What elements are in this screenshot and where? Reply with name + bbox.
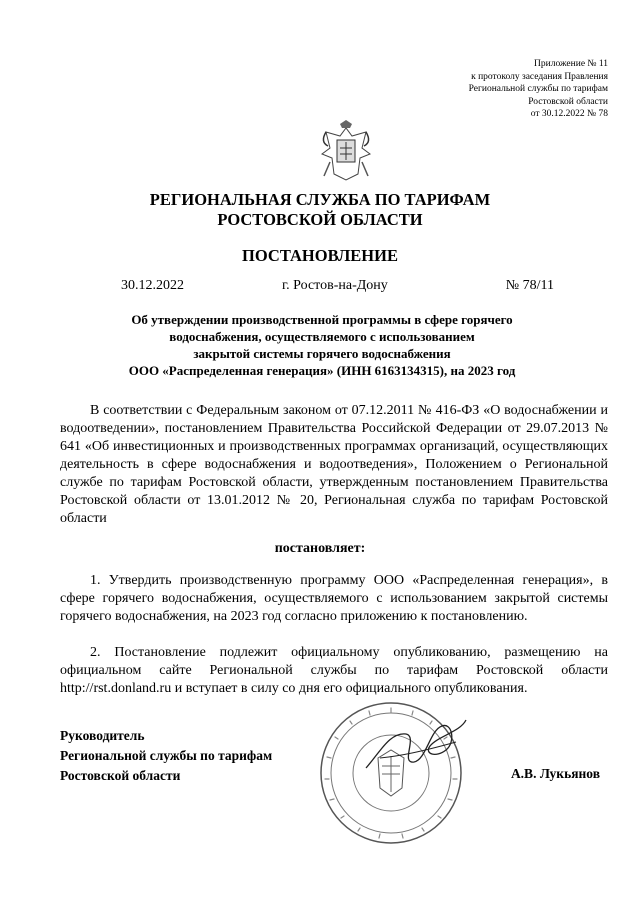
agency-name	[0, 190, 640, 230]
document-type: ПОСТАНОВЛЕНИЕ	[242, 246, 398, 265]
document-date: 30.12.2022	[121, 278, 184, 293]
subject-line: ООО «Распределенная генерация» (ИНН 6163134315), на 2023 год	[128, 363, 516, 378]
signatory-name: А.В. Лукьянов	[510, 766, 600, 781]
document-subject	[60, 311, 584, 379]
clause-text: 2. Постановление подлежит официальному опубликованию, размещению на официальном сайте Региональной службы по тарифам Ростовской области http://rst.donland.ru и вступает в силу со дня его официального опубликования.	[60, 645, 608, 696]
appendix-line: от 30.12.2022 № 78	[530, 109, 608, 119]
signatory-title-line: Руководитель	[60, 728, 145, 743]
preamble-paragraph	[60, 402, 608, 528]
coat-of-arms-icon	[318, 118, 374, 182]
appendix-line: Приложение № 11	[534, 59, 608, 69]
appendix-line: Региональной службы по тарифам	[468, 84, 608, 94]
decree-word: постановляет:	[274, 541, 366, 556]
signatory-title	[60, 726, 272, 786]
document-number: № 78/11	[505, 278, 554, 293]
clause-text: 1. Утвердить производственную программу ООО «Распределенная генерация», в сфере горячего водоснабжения, осуществляемого с использованием закрытой системы горячего водоснабжения, на 2023 год согласно приложению к постановлению.	[60, 573, 608, 624]
appendix-note	[388, 58, 608, 121]
appendix-line: к протоколу заседания Правления	[471, 71, 608, 82]
signatory-title-line: Ростовской области	[60, 768, 181, 783]
subject-line: Об утверждении производственной программы в сфере горячего	[131, 312, 513, 327]
clause-1	[60, 572, 608, 626]
preamble-text: В соответствии с Федеральным законом от 07.12.2011 № 416-ФЗ «О водоснабжении и водоотведении», постановлением Правительства Российской Федерации от 29.07.2013 № 641 «Об инвестиционных и производственных программах организаций, осуществляющих деятельность в сфере водоснабжения и водоотведения», Положением о Региональной службе по тарифам Ростовской области, утвержденным постановлением Правительства Ростовской области от 13.01.2012 № 20, Региональная служба по тарифам Ростовской области	[60, 403, 608, 526]
agency-line: РОСТОВСКОЙ ОБЛАСТИ	[217, 210, 423, 229]
subject-line: закрытой системы горячего водоснабжения	[193, 346, 451, 361]
clause-2	[60, 644, 608, 698]
handwritten-signature-icon	[360, 712, 470, 782]
appendix-line: Ростовской области	[528, 96, 608, 107]
signatory-title-line: Региональной службы по тарифам	[60, 748, 273, 763]
document-city: г. Ростов-на-Дону	[282, 278, 388, 293]
agency-line: РЕГИОНАЛЬНАЯ СЛУЖБА ПО ТАРИФАМ	[149, 190, 491, 209]
subject-line: водоснабжения, осуществляемого с использованием	[169, 329, 475, 344]
